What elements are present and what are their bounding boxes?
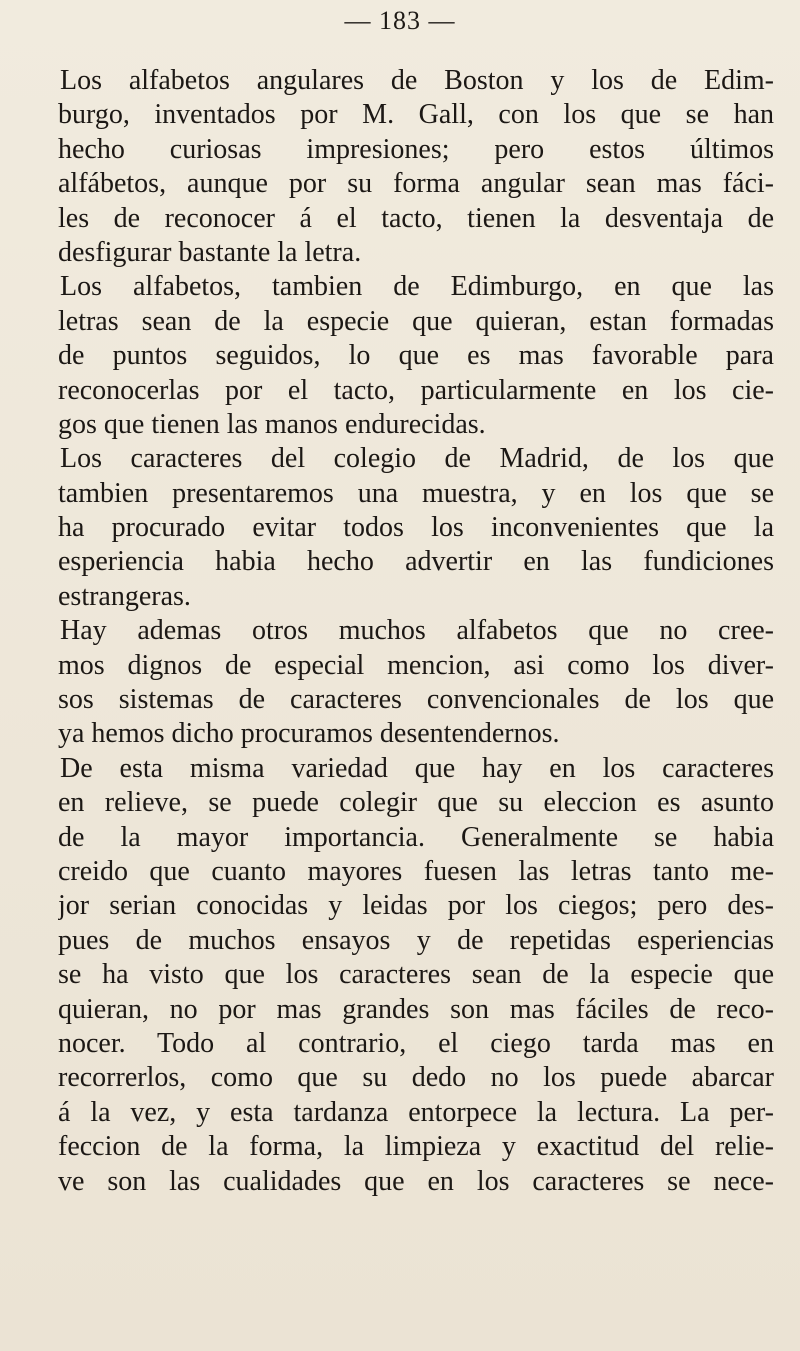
text-line: nocer. Todo al contrario, el ciego tarda mas en	[58, 1027, 774, 1059]
text-line: Los alfabetos, tambien de Edimburgo, en que las	[60, 271, 774, 303]
text-line: á la vez, y esta tardanza entorpece la lectura. La per-	[58, 1096, 774, 1128]
text-line: mos dignos de especial mencion, asi como los diver-	[58, 649, 774, 681]
text-line: De esta misma variedad que hay en los caracteres	[60, 752, 774, 784]
text-line: hecho curiosas impresiones; pero estos últimos	[58, 133, 774, 165]
page-number: — 183 —	[344, 6, 456, 35]
text-line: pues de muchos ensayos y de repetidas esperiencias	[58, 924, 774, 956]
text-line: burgo, inventados por M. Gall, con los que se han	[58, 99, 774, 131]
text-line: les de reconocer á el tacto, tienen la desventaja de	[58, 202, 774, 234]
text-line: ve son las cualidades que en los caracteres se nece-	[58, 1165, 774, 1197]
text-line: recorrerlos, como que su dedo no los puede abarcar	[58, 1062, 774, 1094]
text-line: desfigurar bastante la letra.	[58, 236, 362, 268]
text-line: de puntos seguidos, lo que es mas favorable para	[58, 340, 774, 372]
text-line: sos sistemas de caracteres convencionales de los que	[58, 684, 774, 716]
text-line: Los alfabetos angulares de Boston y los de Edim-	[60, 65, 774, 96]
text-line: se ha visto que los caracteres sean de la especie que	[58, 959, 774, 991]
text-line: reconocerlas por el tacto, particularmente en los cie-	[58, 374, 774, 406]
text-line: esperiencia habia hecho advertir en las fundiciones	[58, 546, 774, 578]
text-line: ha procurado evitar todos los inconvenientes que la	[58, 512, 774, 544]
text-line: estrangeras.	[58, 580, 191, 612]
text-line: ya hemos dicho procuramos desentendernos.	[58, 718, 560, 750]
text-line: creido que cuanto mayores fuesen las letras tanto me-	[58, 855, 774, 887]
text-line: quieran, no por mas grandes son mas fáciles de reco-	[58, 993, 774, 1025]
text-line: jor serian conocidas y leidas por los ciegos; pero des-	[58, 890, 774, 922]
text-line: Hay ademas otros muchos alfabetos que no cree-	[60, 615, 774, 647]
body-text	[58, 64, 774, 1199]
text-line: Los caracteres del colegio de Madrid, de los que	[60, 443, 774, 475]
text-line: de la mayor importancia. Generalmente se habia	[58, 821, 774, 853]
text-line: gos que tienen las manos endurecidas.	[58, 408, 486, 440]
text-line: en relieve, se puede colegir que su eleccion es asunto	[58, 787, 774, 819]
text-line: alfábetos, aunque por su forma angular sean mas fáci-	[58, 168, 774, 200]
text-line: letras sean de la especie que quieran, estan formadas	[58, 305, 774, 337]
text-line: tambien presentaremos una muestra, y en los que se	[58, 477, 774, 509]
text-line: feccion de la forma, la limpieza y exactitud del relie-	[58, 1131, 774, 1163]
